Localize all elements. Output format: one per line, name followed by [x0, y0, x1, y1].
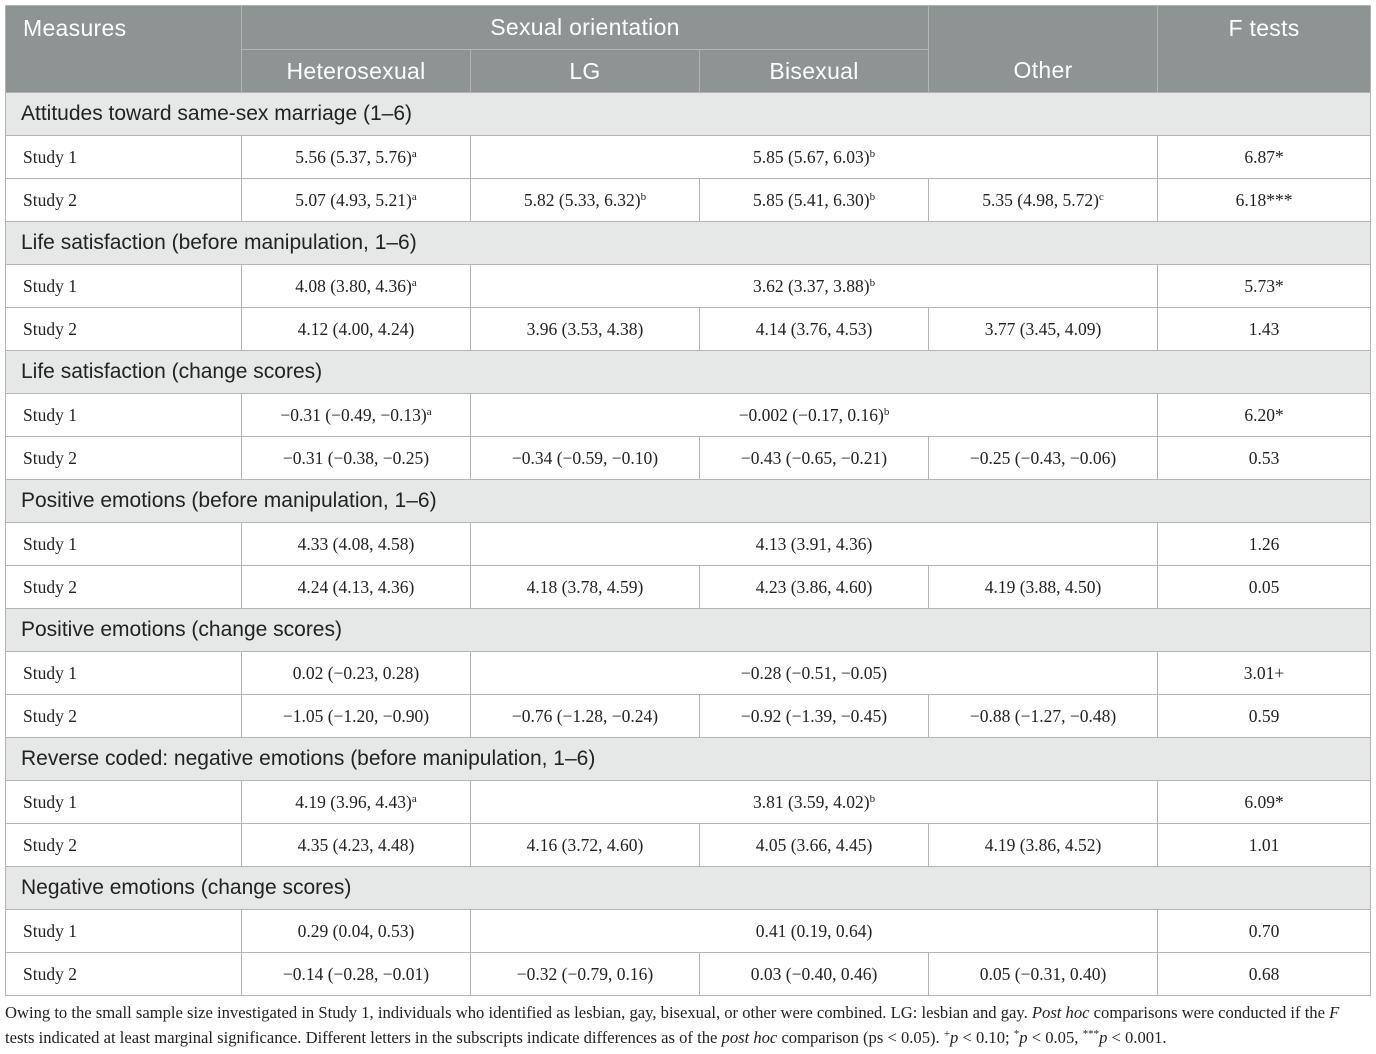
- note-post-hoc-1: Post hoc: [1031, 1003, 1090, 1022]
- cell-heterosexual: [242, 953, 471, 996]
- cell-bisexual: [700, 437, 929, 480]
- cell-lg-bisexual-other-combined-value: −0.002 (−0.17, 0.16): [738, 404, 884, 425]
- cell-heterosexual-value: −1.05 (−1.20, −0.90): [282, 705, 430, 726]
- section-title: Reverse coded: negative emotions (before manipulation, 1–6): [6, 738, 1371, 781]
- cell-other: [929, 308, 1158, 351]
- header-lg: LG: [471, 50, 700, 93]
- cell-f-test-value: 6.87*: [1244, 146, 1284, 167]
- header-heterosexual: Heterosexual: [242, 50, 471, 93]
- cell-heterosexual: [242, 179, 471, 222]
- cell-other-value: 0.05 (−0.31, 0.40): [979, 963, 1107, 984]
- cell-f-test: [1158, 781, 1371, 824]
- row-label: [6, 523, 242, 566]
- row-label-value: Study 2: [23, 447, 77, 468]
- cell-lg-bisexual-other-combined-value: 0.41 (0.19, 0.64): [755, 920, 873, 941]
- cell-f-test: [1158, 824, 1371, 867]
- section-header-row: [6, 351, 1371, 394]
- cell-f-test-value: 0.53: [1248, 447, 1280, 468]
- cell-f-test-value: 0.70: [1248, 920, 1280, 941]
- cell-lg-value: −0.32 (−0.79, 0.16): [516, 963, 654, 984]
- row-label: [6, 136, 242, 179]
- cell-f-test: [1158, 394, 1371, 437]
- cell-lg-bisexual-other-combined-value: 3.62 (3.37, 3.88): [752, 275, 870, 296]
- cell-other: [929, 566, 1158, 609]
- section-title: Positive emotions (change scores): [6, 609, 1371, 652]
- cell-heterosexual-superscript: a: [411, 792, 417, 805]
- row-label-value: Study 1: [23, 920, 77, 941]
- table-row: [6, 308, 1371, 351]
- cell-heterosexual: [242, 265, 471, 308]
- note-text-4: comparison (ps < 0.05).: [777, 1028, 944, 1047]
- note-p-3: p: [1099, 1028, 1108, 1047]
- section-title: Life satisfaction (before manipulation, 1–6): [6, 222, 1371, 265]
- cell-lg-bisexual-other-combined: [471, 265, 1158, 308]
- row-label: [6, 437, 242, 480]
- results-table: [5, 5, 1371, 996]
- cell-heterosexual-superscript: a: [426, 405, 432, 418]
- cell-heterosexual-value: −0.31 (−0.49, −0.13): [280, 404, 427, 425]
- cell-heterosexual: [242, 910, 471, 953]
- cell-heterosexual-value: 0.29 (0.04, 0.53): [297, 920, 415, 941]
- cell-f-test-value: 0.05: [1248, 576, 1280, 597]
- cell-lg: [471, 566, 700, 609]
- table-row: [6, 394, 1371, 437]
- cell-f-test: [1158, 652, 1371, 695]
- section-header-row: [6, 867, 1371, 910]
- cell-heterosexual-superscript: a: [411, 276, 417, 289]
- section-header-row: [6, 738, 1371, 781]
- cell-other-value: 4.19 (3.88, 4.50): [984, 576, 1102, 597]
- note-text-2: comparisons were conducted if the: [1089, 1003, 1330, 1022]
- cell-lg-bisexual-other-combined: [471, 652, 1158, 695]
- cell-f-test-value: 1.43: [1248, 318, 1280, 339]
- cell-lg-bisexual-other-combined-value: −0.28 (−0.51, −0.05): [740, 662, 888, 683]
- cell-f-test-value: 6.20*: [1244, 404, 1284, 425]
- cell-heterosexual: [242, 824, 471, 867]
- cell-f-test: [1158, 695, 1371, 738]
- cell-lg: [471, 953, 700, 996]
- cell-f-test: [1158, 953, 1371, 996]
- cell-heterosexual: [242, 523, 471, 566]
- cell-f-test: [1158, 179, 1371, 222]
- cell-other-value: 3.77 (3.45, 4.09): [984, 318, 1102, 339]
- row-label-value: Study 1: [23, 146, 77, 167]
- table-row: [6, 523, 1371, 566]
- section-title: Negative emotions (change scores): [6, 867, 1371, 910]
- row-label-value: Study 2: [23, 189, 77, 210]
- table-row: [6, 695, 1371, 738]
- section-title: Life satisfaction (change scores): [6, 351, 1371, 394]
- table-row: [6, 136, 1371, 179]
- cell-f-test-value: 3.01+: [1243, 662, 1285, 683]
- table-row: [6, 824, 1371, 867]
- cell-bisexual: [700, 695, 929, 738]
- cell-lg-bisexual-other-combined-value: 3.81 (3.59, 4.02): [752, 791, 870, 812]
- row-label: [6, 824, 242, 867]
- cell-lg-bisexual-other-combined-superscript: b: [869, 147, 876, 160]
- row-label-value: Study 1: [23, 662, 77, 683]
- cell-heterosexual: [242, 136, 471, 179]
- cell-bisexual: [700, 953, 929, 996]
- row-label: [6, 265, 242, 308]
- cell-heterosexual-value: 5.56 (5.37, 5.76): [295, 146, 412, 167]
- cell-other-superscript: c: [1098, 190, 1104, 203]
- cell-lg-bisexual-other-combined-value: 5.85 (5.67, 6.03): [752, 146, 870, 167]
- cell-bisexual: [700, 566, 929, 609]
- row-label: [6, 953, 242, 996]
- cell-f-test: [1158, 308, 1371, 351]
- cell-f-test-value: 0.59: [1248, 705, 1280, 726]
- row-label: [6, 781, 242, 824]
- cell-heterosexual-superscript: a: [411, 190, 417, 203]
- table-row: [6, 566, 1371, 609]
- cell-heterosexual-value: 4.08 (3.80, 4.36): [295, 275, 412, 296]
- header-bisexual: Bisexual: [700, 50, 929, 93]
- cell-heterosexual-value: 0.02 (−0.23, 0.28): [292, 662, 420, 683]
- row-label-value: Study 1: [23, 791, 77, 812]
- cell-bisexual-value: 4.14 (3.76, 4.53): [755, 318, 873, 339]
- row-label-value: Study 1: [23, 404, 77, 425]
- table-row: [6, 652, 1371, 695]
- cell-heterosexual: [242, 437, 471, 480]
- cell-heterosexual-superscript: a: [411, 147, 417, 160]
- cell-other-value: 4.19 (3.86, 4.52): [984, 834, 1102, 855]
- cell-f-test: [1158, 566, 1371, 609]
- cell-other: [929, 695, 1158, 738]
- note-sig-symbol-3: ***: [1082, 1028, 1100, 1040]
- cell-lg: [471, 695, 700, 738]
- cell-f-test: [1158, 437, 1371, 480]
- note-sig-1: < 0.10;: [958, 1028, 1014, 1047]
- cell-lg-value: −0.34 (−0.59, −0.10): [511, 447, 659, 468]
- note-f-letter: F: [1329, 1003, 1340, 1022]
- row-label: [6, 695, 242, 738]
- row-label-value: Study 2: [23, 576, 77, 597]
- cell-heterosexual-value: 4.35 (4.23, 4.48): [297, 834, 415, 855]
- cell-bisexual-value: 4.23 (3.86, 4.60): [755, 576, 873, 597]
- row-label: [6, 394, 242, 437]
- cell-heterosexual: [242, 781, 471, 824]
- cell-lg-value: 5.82 (5.33, 6.32): [523, 189, 641, 210]
- note-p-1: p: [950, 1028, 959, 1047]
- table-body: [6, 93, 1371, 996]
- cell-lg-bisexual-other-combined: [471, 781, 1158, 824]
- cell-heterosexual: [242, 394, 471, 437]
- table-row: [6, 179, 1371, 222]
- cell-heterosexual: [242, 566, 471, 609]
- cell-heterosexual-value: 4.12 (4.00, 4.24): [297, 318, 415, 339]
- row-label-value: Study 2: [23, 318, 77, 339]
- table-footnote: [5, 1000, 1371, 1050]
- header-other: Other: [929, 6, 1158, 93]
- cell-other: [929, 437, 1158, 480]
- row-label: [6, 566, 242, 609]
- cell-bisexual: [700, 308, 929, 351]
- row-label: [6, 652, 242, 695]
- cell-other: [929, 179, 1158, 222]
- section-header-row: [6, 222, 1371, 265]
- row-label-value: Study 1: [23, 275, 77, 296]
- row-label: [6, 308, 242, 351]
- cell-lg: [471, 824, 700, 867]
- cell-heterosexual-value: −0.31 (−0.38, −0.25): [282, 447, 430, 468]
- cell-lg-value: −0.76 (−1.28, −0.24): [511, 705, 659, 726]
- section-header-row: [6, 93, 1371, 136]
- row-label-value: Study 1: [23, 533, 77, 554]
- note-post-hoc-2: post hoc: [721, 1028, 778, 1047]
- cell-heterosexual: [242, 695, 471, 738]
- cell-bisexual-value: 0.03 (−0.40, 0.46): [750, 963, 878, 984]
- cell-bisexual-value: −0.43 (−0.65, −0.21): [740, 447, 888, 468]
- row-label: [6, 910, 242, 953]
- cell-heterosexual-value: −0.14 (−0.28, −0.01): [282, 963, 430, 984]
- cell-heterosexual-value: 4.33 (4.08, 4.58): [297, 533, 415, 554]
- note-sig-symbol-1: +: [943, 1028, 951, 1040]
- note-sig-3: < 0.001.: [1107, 1028, 1167, 1047]
- cell-other-value: −0.88 (−1.27, −0.48): [969, 705, 1117, 726]
- cell-lg-bisexual-other-combined-superscript: b: [883, 405, 890, 418]
- cell-lg-bisexual-other-combined-superscript: b: [869, 792, 876, 805]
- note-text-3: tests indicated at least marginal significance. Different letters in the subscripts indicate differences as of the: [5, 1028, 722, 1047]
- header-measures: Measures: [6, 6, 242, 93]
- cell-f-test-value: 1.26: [1248, 533, 1280, 554]
- cell-lg: [471, 179, 700, 222]
- row-label-value: Study 2: [23, 834, 77, 855]
- cell-heterosexual-value: 4.19 (3.96, 4.43): [295, 791, 412, 812]
- cell-f-test: [1158, 910, 1371, 953]
- note-p-2: p: [1019, 1028, 1028, 1047]
- cell-bisexual-value: 4.05 (3.66, 4.45): [755, 834, 873, 855]
- cell-lg-bisexual-other-combined-value: 4.13 (3.91, 4.36): [755, 533, 873, 554]
- header-sexual-orientation: Sexual orientation: [242, 6, 929, 50]
- cell-lg-bisexual-other-combined: [471, 910, 1158, 953]
- cell-f-test-value: 1.01: [1248, 834, 1280, 855]
- note-sig-symbol-2: *: [1013, 1028, 1020, 1040]
- cell-lg-bisexual-other-combined: [471, 136, 1158, 179]
- cell-lg: [471, 308, 700, 351]
- cell-bisexual-superscript: b: [869, 190, 876, 203]
- table-row: [6, 265, 1371, 308]
- cell-f-test-value: 5.73*: [1244, 275, 1284, 296]
- cell-bisexual-value: 5.85 (5.41, 6.30): [752, 189, 870, 210]
- cell-heterosexual: [242, 652, 471, 695]
- cell-heterosexual: [242, 308, 471, 351]
- cell-f-test: [1158, 136, 1371, 179]
- cell-lg-superscript: b: [640, 190, 647, 203]
- results-table-container: [5, 5, 1370, 996]
- cell-f-test-value: 6.09*: [1244, 791, 1284, 812]
- cell-other-value: 5.35 (4.98, 5.72): [982, 189, 1099, 210]
- cell-bisexual-value: −0.92 (−1.39, −0.45): [740, 705, 888, 726]
- header-f-tests: F tests: [1158, 6, 1371, 93]
- table-row: [6, 910, 1371, 953]
- note-sig-2: < 0.05,: [1027, 1028, 1083, 1047]
- row-label: [6, 179, 242, 222]
- table-row: [6, 781, 1371, 824]
- cell-other: [929, 824, 1158, 867]
- cell-f-test: [1158, 265, 1371, 308]
- table-row: [6, 437, 1371, 480]
- cell-other-value: −0.25 (−0.43, −0.06): [969, 447, 1117, 468]
- cell-lg-bisexual-other-combined: [471, 523, 1158, 566]
- row-label-value: Study 2: [23, 963, 77, 984]
- cell-lg-bisexual-other-combined: [471, 394, 1158, 437]
- cell-lg-value: 4.18 (3.78, 4.59): [526, 576, 644, 597]
- cell-heterosexual-value: 5.07 (4.93, 5.21): [295, 189, 412, 210]
- cell-lg-value: 4.16 (3.72, 4.60): [526, 834, 644, 855]
- cell-f-test-value: 0.68: [1248, 963, 1280, 984]
- cell-heterosexual-value: 4.24 (4.13, 4.36): [297, 576, 415, 597]
- cell-f-test-value: 6.18***: [1235, 189, 1293, 210]
- section-title: Positive emotions (before manipulation, 1–6): [6, 480, 1371, 523]
- cell-lg-value: 3.96 (3.53, 4.38): [526, 318, 644, 339]
- table-header: [6, 6, 1371, 93]
- row-label-value: Study 2: [23, 705, 77, 726]
- table-row: [6, 953, 1371, 996]
- cell-bisexual: [700, 824, 929, 867]
- cell-f-test: [1158, 523, 1371, 566]
- note-text-1: Owing to the small sample size investigated in Study 1, individuals who identified as lesbian, gay, bisexual, or other were combined. LG: lesbian and gay.: [5, 1003, 1032, 1022]
- section-header-row: [6, 609, 1371, 652]
- section-title: Attitudes toward same-sex marriage (1–6): [6, 93, 1371, 136]
- cell-lg-bisexual-other-combined-superscript: b: [869, 276, 876, 289]
- section-header-row: [6, 480, 1371, 523]
- cell-bisexual: [700, 179, 929, 222]
- cell-lg: [471, 437, 700, 480]
- cell-other: [929, 953, 1158, 996]
